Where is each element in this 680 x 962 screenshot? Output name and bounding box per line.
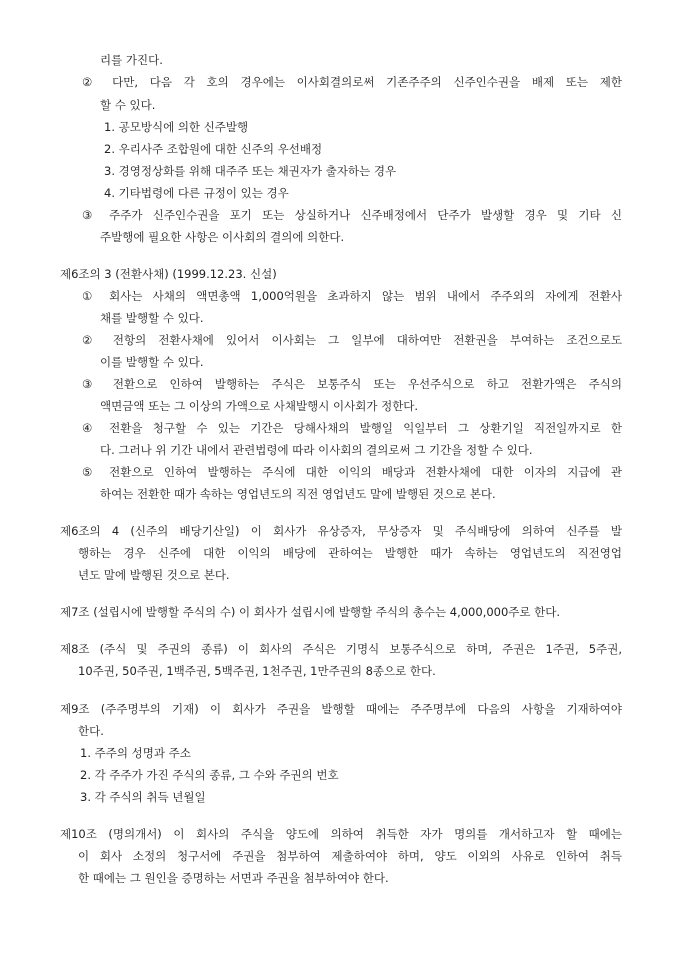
article-heading: 제6조의 4 (신주의 배당기산일) 이 회사가 유상증자, 무상증자 및 주식배당에 의하여 신주를 발 [60, 524, 622, 538]
text-line: 한 때에는 그 원인을 증명하는 서면과 주권을 첨부하여야 한다. [78, 871, 389, 885]
text-line: 액면금액 또는 그 이상의 가액으로 사채발행시 이사회가 정한다. [100, 399, 419, 413]
list-item: 2. 각 주주가 가진 주식의 종류, 그 수와 주권의 번호 [80, 768, 339, 782]
text-line: ② 다만, 다음 각 호의 경우에는 이사회결의로써 기존주주의 신주인수권을 배제 또는 제한 [82, 75, 622, 89]
text-line: 하여는 전환한 때가 속하는 영업년도의 직전 영업년도 말에 발행된 것으로 본다. [100, 487, 496, 501]
article-heading: 제9조 (주주명부의 기재) 이 회사가 주권을 발행할 때에는 주주명부에 다음의 사항을 기재하여야 [60, 702, 622, 716]
text-line: 10주권, 50주권, 1백주권, 5백주권, 1천주권, 1만주권의 8종으로 한다. [78, 664, 436, 678]
text-line: ③ 주주가 신주인수권을 포기 또는 상실하거나 신주배정에서 단주가 발생할 경우 및 기타 신 [82, 208, 622, 222]
text-line: 이 회사 소정의 청구서에 주권을 첨부하여 제출하여야 하며, 양도 이외의 사유로 인하여 취득 [78, 849, 622, 863]
text-line: ③ 전환으로 인하여 발행하는 주식은 보통주식 또는 우선주식으로 하고 전환가액은 주식의 [82, 377, 622, 391]
text-line: ④ 전환을 청구할 수 있는 기간은 당해사채의 발행일 익일부터 그 상환기일 직전일까지로 한 [82, 421, 622, 435]
list-item: 3. 각 주식의 취득 년월일 [80, 790, 206, 804]
article-heading: 제7조 (설립시에 발행할 주식의 수) 이 회사가 설립시에 발행할 주식의 총수는 4,000,000주로 한다. [60, 605, 561, 619]
text-line: 리를 가진다. [100, 53, 163, 67]
text-line: 다. 그러나 위 기간 내에서 관련법령에 따라 이사회의 결의로써 그 기간을 정할 수 있다. [100, 443, 533, 457]
text-line: 이를 발행할 수 있다. [100, 355, 204, 369]
text-line: 할 수 있다. [100, 98, 156, 112]
text-line: 채를 발행할 수 있다. [100, 311, 204, 325]
list-item: 1. 주주의 성명과 주소 [80, 746, 191, 760]
text-line: ② 전항의 전환사채에 있어서 이사회는 그 일부에 대하여만 전환권을 부여하는 조건으로도 [82, 333, 622, 347]
list-item: 1. 공모방식에 의한 신주발행 [104, 120, 249, 134]
text-line: 행하는 경우 신주에 대한 이익의 배당에 관하여는 발행한 때가 속하는 영업년도의 직전영업 [78, 546, 622, 560]
list-item: 3. 경영정상화를 위해 대주주 또는 채권자가 출자하는 경우 [104, 164, 397, 178]
article-heading: 제10조 (명의개서) 이 회사의 주식을 양도에 의하여 취득한 자가 명의를 개서하고자 할 때에는 [60, 827, 622, 841]
text-line: ⑤ 전환으로 인하여 발행하는 주식에 대한 이익의 배당과 전환사채에 대한 이자의 지급에 관 [82, 465, 622, 479]
article-heading: 제8조 (주식 및 주권의 종류) 이 회사의 주식은 기명식 보통주식으로 하며, 주권은 1주권, 5주권, [60, 642, 622, 656]
article-heading: 제6조의 3 (전환사채) (1999.12.23. 신설) [60, 267, 277, 281]
text-line: 한다. [78, 724, 104, 738]
text-line: 주발행에 필요한 사항은 이사회의 결의에 의한다. [100, 230, 345, 244]
text-line: ① 회사는 사채의 액면총액 1,000억원을 초과하지 않는 범위 내에서 주주외의 자에게 전환사 [82, 289, 622, 303]
list-item: 4. 기타법령에 다른 규정이 있는 경우 [104, 186, 289, 200]
text-line: 년도 말에 발행된 것으로 본다. [78, 568, 230, 582]
list-item: 2. 우리사주 조합원에 대한 신주의 우선배정 [104, 142, 323, 156]
